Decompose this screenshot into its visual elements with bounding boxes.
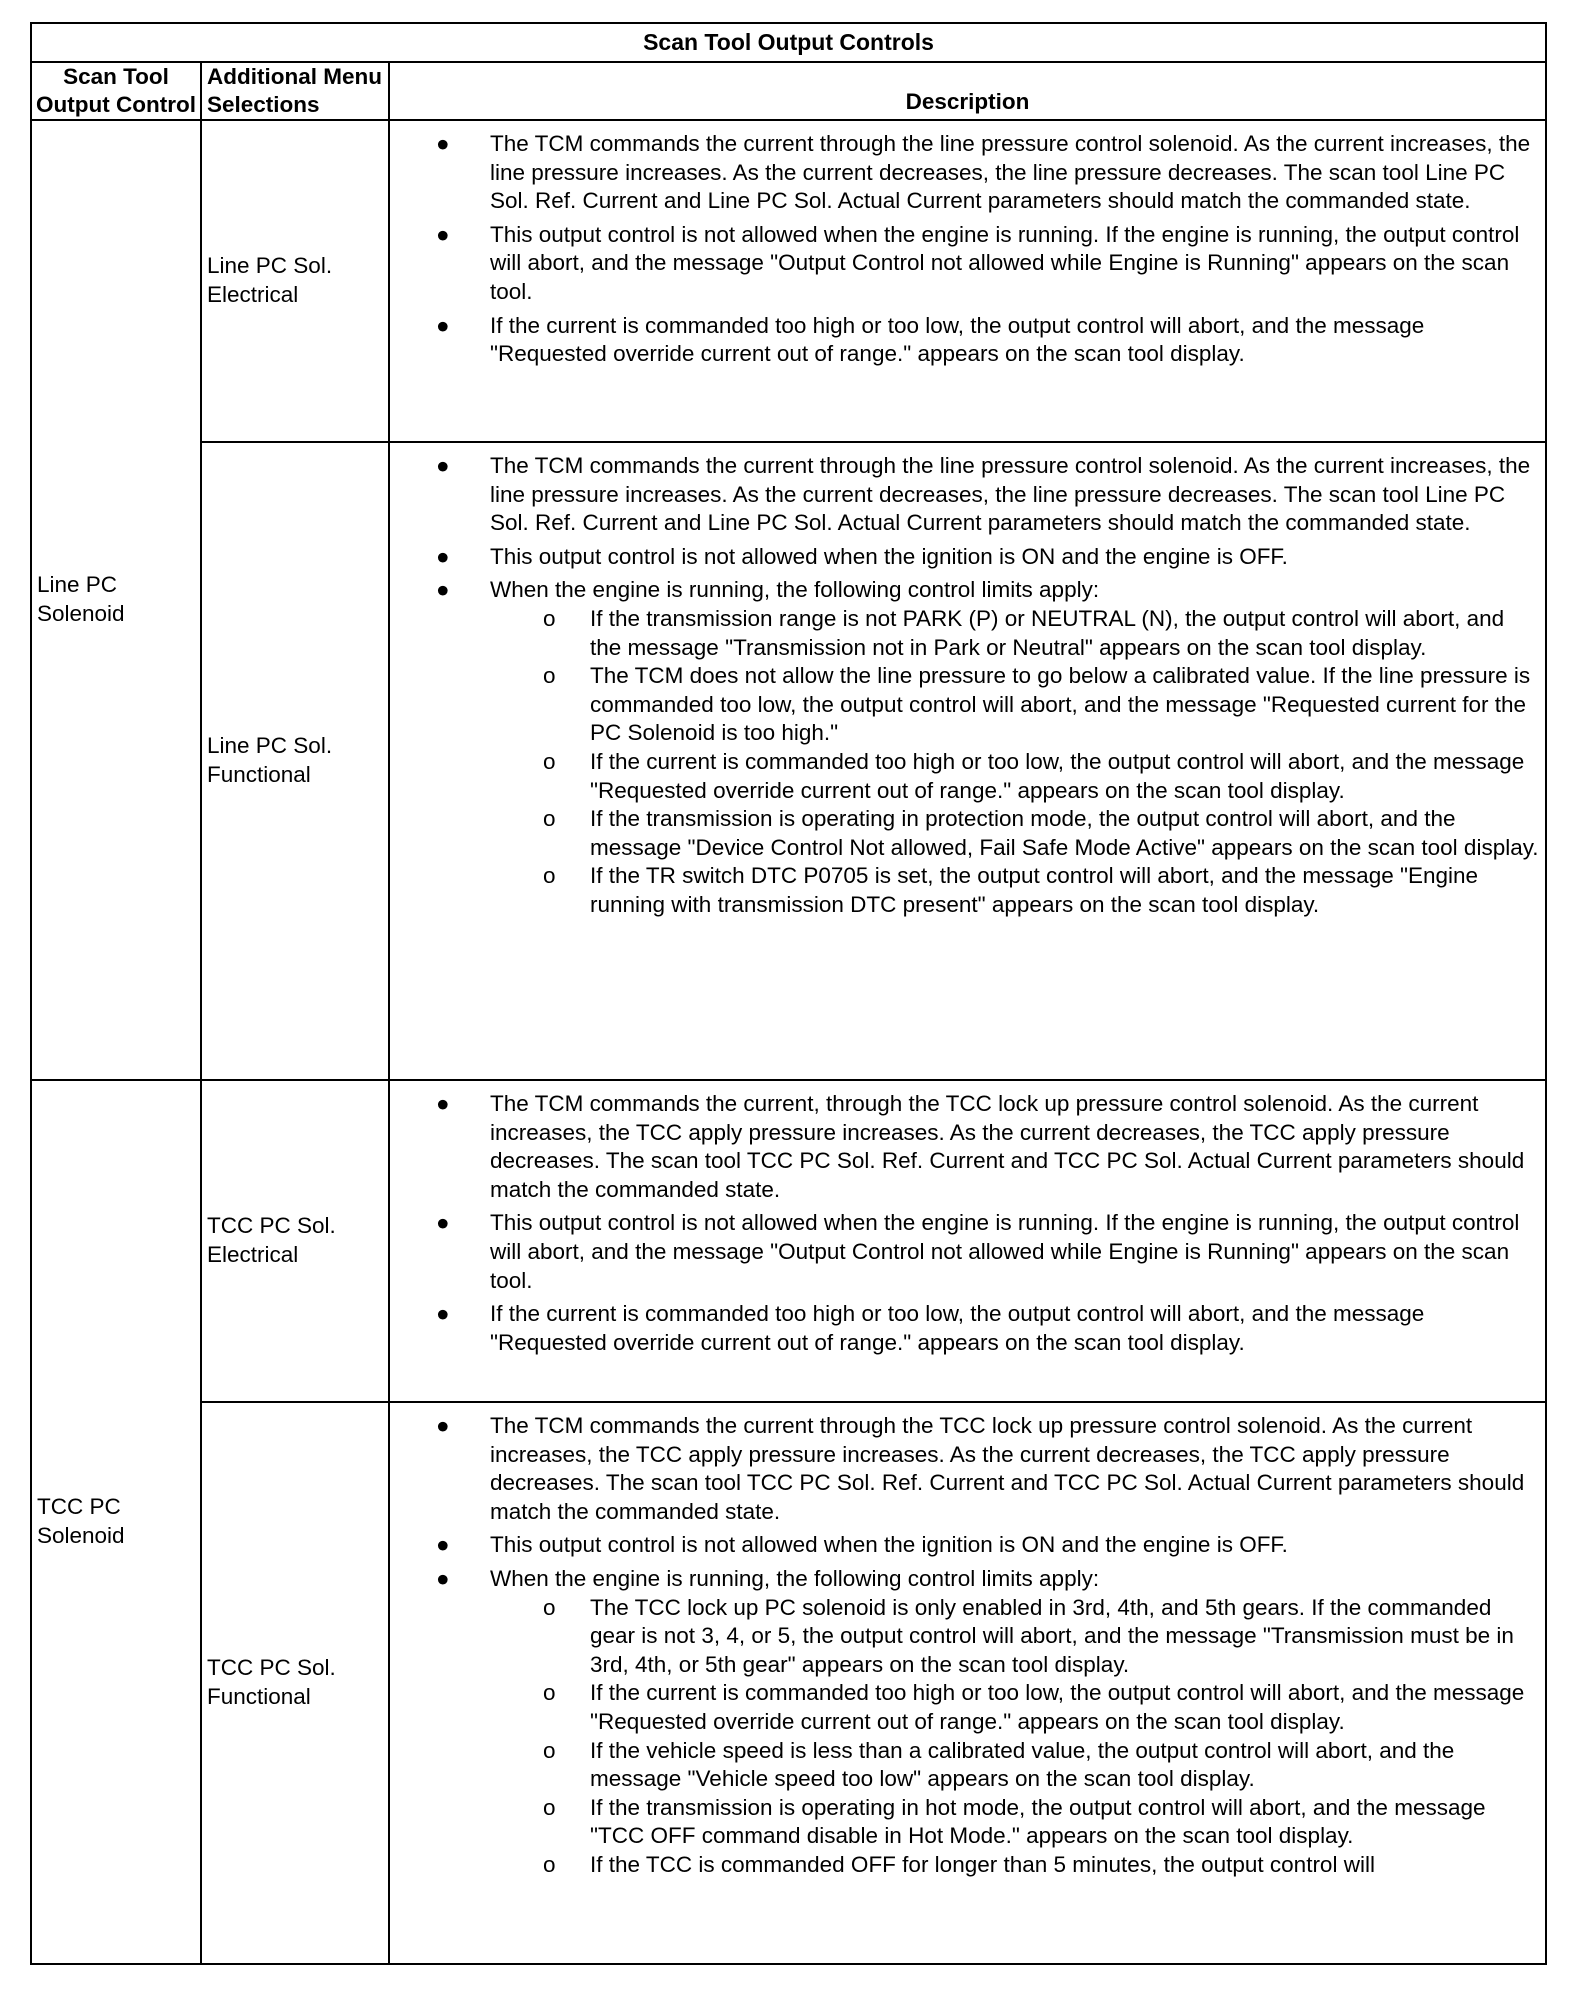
table-row [31, 1402, 1546, 1964]
control-cell: TCC PC Solenoid [31, 1080, 201, 1964]
menu-cell: TCC PC Sol. Electrical [201, 1080, 389, 1402]
bullet-icon: ● [436, 1301, 450, 1327]
bullet-icon: ● [436, 1565, 450, 1591]
sub-list-item: o The TCM does not allow the line pressure to go below a calibrated value. If the line pressure is commanded too low, the output control will abort, and the message "Requested current for the PC Solenoid is too high." [543, 663, 1531, 746]
list-item: ● This output control is not allowed when the engine is running. If the engine is running, the output control will abort, and the message "Output Control not allowed while Engine is Running" appears on the scan tool. [436, 1210, 1520, 1293]
description-cell [389, 442, 1546, 1080]
bullet-icon: ● [436, 453, 450, 478]
table-row [31, 120, 1546, 442]
list-item: ● The TCM commands the current through the line pressure control solenoid. As the current increases, the line pressure increases. As the current decreases, the line pressure decreases. The scan tool Line PC Sol. Ref. Current and Line PC Sol. Actual Current parameters should match the commanded state. [436, 453, 1531, 536]
circle-bullet-icon: o [543, 806, 556, 832]
circle-bullet-icon: o [543, 748, 556, 774]
list-item: ● This output control is not allowed when the engine is running. If the engine is running, the output control will abort, and the message "Output Control not allowed while Engine is Running" appears on the scan tool. [436, 221, 1520, 304]
description-cell [389, 1080, 1546, 1402]
circle-bullet-icon: o [543, 1680, 556, 1706]
control-cell: Line PC Solenoid [31, 120, 201, 1080]
sub-list-item: o If the current is commanded too high or too low, the output control will abort, and the message "Requested override current out of range." appears on the scan tool display. [543, 748, 1525, 803]
list-item: ● The TCM commands the current through the TCC lock up pressure control solenoid. As the current increases, the TCC apply pressure increases. As the current decreases, the TCC apply pressure decreases. The scan tool TCC PC Sol. Ref. Current and TCC PC Sol. Actual Current parameters should match the commanded state. [436, 1413, 1525, 1524]
circle-bullet-icon: o [543, 1737, 556, 1763]
circle-bullet-icon: o [543, 1851, 556, 1877]
list-item: ● If the current is commanded too high or too low, the output control will abort, and the message "Requested override current out of range." appears on the scan tool display. [436, 312, 1425, 367]
sub-list-item: o If the transmission range is not PARK (P) or NEUTRAL (N), the output control will abort, and the message "Transmission not in Park or Neutral" appears on the scan tool display. [543, 605, 1505, 660]
bullet-icon: ● [436, 312, 450, 338]
header-menu-selections: Additional Menu Selections [201, 62, 389, 120]
bullet-icon: ● [436, 131, 450, 156]
sub-list-item: o The TCC lock up PC solenoid is only enabled in 3rd, 4th, and 5th gears. If the commanded gear is not 3, 4, or 5, the output control will abort, and the message "Transmission must be in 3rd, 4th, or 5th gear" appears on the scan tool display. [543, 1594, 1514, 1677]
menu-cell: Line PC Sol. Electrical [201, 120, 389, 442]
menu-cell: TCC PC Sol. Functional [201, 1402, 389, 1964]
list-item: ● The TCM commands the current, through the TCC lock up pressure control solenoid. As the current increases, the TCC apply pressure increases. As the current decreases, the TCC apply pressure decreases. The scan tool TCC PC Sol. Ref. Current and TCC PC Sol. Actual Current parameters should match the commanded state. [436, 1091, 1525, 1202]
output-controls-table [30, 22, 1547, 1965]
list-item: ● When the engine is running, the following control limits apply: o The TCC lock up PC solenoid is only enabled in 3rd, 4th, and 5th gears. If the commanded gear is not 3, 4, or 5, the output control will abort, and the message "Transmission must be in 3rd, 4th, or 5th gear" appears on the scan tool display. o If the current is commanded too high or too low, the output control will abort, and the message "Requested override current out of range." appears on the scan tool display. o If the vehicle speed is less than a calibrated value, the output control will abort, and the message "Vehicle speed too low" appears on the scan tool display. o If the transmission is operating in hot mode, the output control will abort, and the message "TCC OFF command disable in Hot Mode." appears on the scan tool display. o If the TCC is commanded OFF for longer than 5 minutes, the output control will [390, 1565, 1539, 1880]
sub-list-item: o If the TR switch DTC P0705 is set, the output control will abort, and the message "Engine running with transmission DTC present" appears on the scan tool display. [543, 863, 1479, 917]
table-row [31, 1080, 1546, 1402]
list-item: ● When the engine is running, the following control limits apply: o If the transmission range is not PARK (P) or NEUTRAL (N), the output control will abort, and the message "Transmission not in Park or Neutral" appears on the scan tool display. o The TCM does not allow the line pressure to go below a calibrated value. If the line pressure is commanded too low, the output control will abort, and the message "Requested current for the PC Solenoid is too high." o If the current is commanded too high or too low, the output control will abort, and the message "Requested override current out of range." appears on the scan tool display. o If the transmission is operating in protection mode, the output control will abort, and the message "Device Control Not allowed, Fail Safe Mode Active" appears on the scan tool display. o If the TR switch DTC P0705 is set, the output control will abort, and the message "Engine running with transmission DTC present" appears on the scan tool display. [390, 576, 1539, 919]
list-item: ● This output control is not allowed when the ignition is ON and the engine is OFF. [390, 1531, 1539, 1560]
table-title: Scan Tool Output Controls [31, 23, 1546, 62]
circle-bullet-icon: o [543, 863, 556, 889]
table-row [31, 442, 1546, 1080]
sub-list-item: o If the current is commanded too high or too low, the output control will abort, and the message "Requested override current out of range." appears on the scan tool display. [543, 1680, 1525, 1734]
bullet-icon: ● [436, 221, 450, 247]
menu-cell: Line PC Sol. Functional [201, 442, 389, 1080]
description-cell [389, 1402, 1546, 1964]
list-item: ● If the current is commanded too high or too low, the output control will abort, and the message "Requested override current out of range." appears on the scan tool display. [436, 1301, 1425, 1355]
bullet-icon: ● [436, 1091, 450, 1116]
list-item: ● The TCM commands the current through the line pressure control solenoid. As the current increases, the line pressure increases. As the current decreases, the line pressure decreases. The scan tool Line PC Sol. Ref. Current and Line PC Sol. Actual Current parameters should match the commanded state. [436, 131, 1531, 214]
description-cell [389, 120, 1546, 442]
circle-bullet-icon: o [543, 663, 556, 689]
circle-bullet-icon: o [543, 1794, 556, 1820]
sub-list-item: o If the transmission is operating in hot mode, the output control will abort, and the message "TCC OFF command disable in Hot Mode." appears on the scan tool display. [543, 1794, 1486, 1849]
sub-list-item: o If the transmission is operating in protection mode, the output control will abort, and the message "Device Control Not allowed, Fail Safe Mode Active" appears on the scan tool display. [543, 806, 1539, 860]
bullet-icon: ● [436, 577, 450, 603]
list-item: ● This output control is not allowed when the ignition is ON and the engine is OFF. [390, 543, 1539, 572]
bullet-icon: ● [436, 543, 450, 569]
sub-list-item: o If the vehicle speed is less than a calibrated value, the output control will abort, and the message "Vehicle speed too low" appears on the scan tool display. [543, 1737, 1455, 1792]
bullet-icon: ● [436, 1532, 450, 1558]
bullet-icon: ● [436, 1210, 450, 1236]
circle-bullet-icon: o [543, 1594, 556, 1620]
sub-list-item: o If the TCC is commanded OFF for longer than 5 minutes, the output control will [490, 1851, 1539, 1880]
header-output-control: Scan Tool Output Control [31, 62, 201, 120]
bullet-icon: ● [436, 1413, 450, 1438]
header-description: Description [389, 62, 1546, 120]
circle-bullet-icon: o [543, 605, 556, 631]
